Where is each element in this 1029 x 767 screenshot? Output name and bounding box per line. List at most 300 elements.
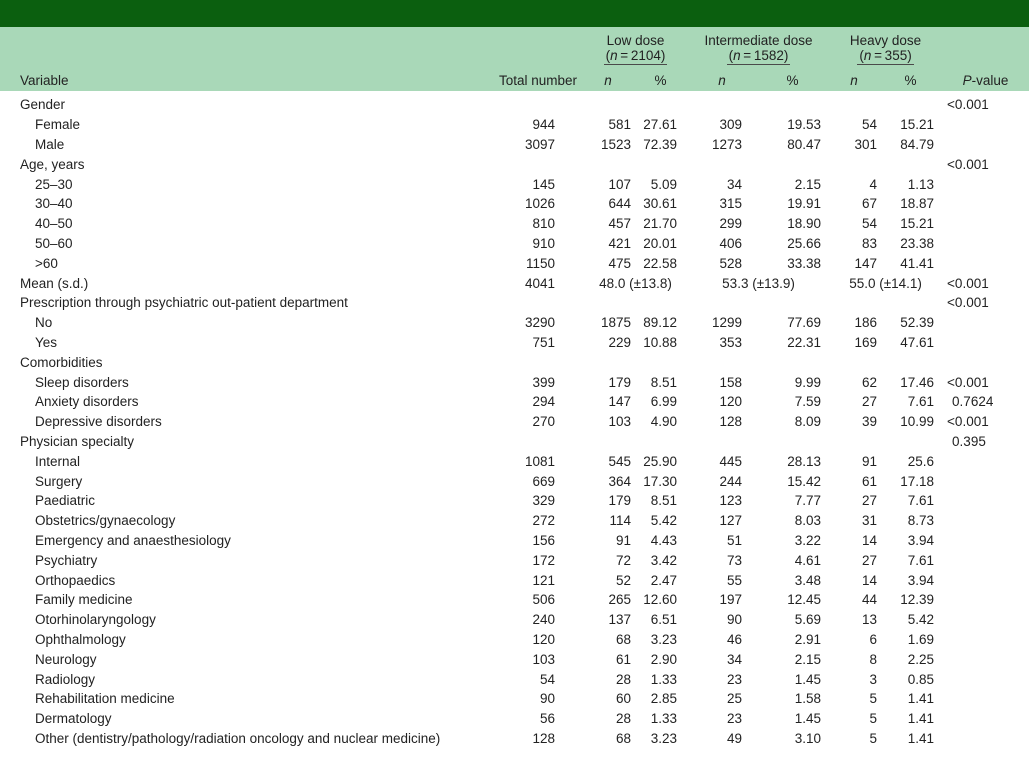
cell-total: 399 [532,374,555,390]
table-row [0,491,1029,511]
cell-intermediate-pct: 19.91 [787,196,822,212]
cell-total: 128 [532,730,555,746]
cell-low-pct [633,432,688,452]
table-row [0,135,1029,155]
table-row [0,352,1029,372]
cell-total [478,352,583,372]
cell-low-n: 475 [608,255,631,271]
cell-low-n: 147 [608,394,631,410]
cell-variable: Paediatric [35,493,96,509]
cell-low-mean: 48.0 (±13.8) [599,275,672,291]
cell-low-pct: 25.90 [643,453,678,469]
cell-heavy-pct: 1.69 [907,631,935,647]
cell-total: 506 [532,592,555,608]
cell-total [478,91,583,115]
cell-p-value [942,689,1029,709]
table-row [0,293,1029,313]
cell-heavy-pct: 3.94 [907,572,935,588]
cell-low-pct: 2.90 [650,651,678,667]
cell-total [478,154,583,174]
cell-variable: Emergency and anaesthesiology [35,532,231,548]
cell-intermediate-pct: 1.58 [794,691,822,707]
cell-variable: No [35,315,53,331]
cell-p-value [942,570,1029,590]
cell-intermediate-pct [756,154,829,174]
cell-low-n [583,91,633,115]
cell-heavy-n: 4 [869,176,878,192]
cell-heavy-pct [879,91,942,115]
cell-total: 270 [532,414,555,430]
cell-total: 156 [532,532,555,548]
cell-variable: Obstetrics/gynaecology [35,513,176,529]
table-row [0,531,1029,551]
cell-total: 294 [532,394,555,410]
cell-heavy-n: 147 [854,255,878,271]
cell-variable: Mean (s.d.) [20,275,89,291]
cell-p-value [942,531,1029,551]
cell-intermediate-n: 528 [719,255,743,271]
cell-p-value [942,313,1029,333]
cell-heavy-n [829,91,879,115]
cell-heavy-n: 61 [862,473,878,489]
cell-total: 145 [532,176,555,192]
cell-intermediate-pct: 15.42 [787,473,822,489]
cell-variable: Otorhinolaryngology [35,612,156,628]
cell-low-pct: 3.42 [650,552,678,568]
cell-intermediate-pct: 28.13 [787,453,822,469]
table-row [0,689,1029,709]
cell-variable: 30–40 [35,196,73,212]
cell-low-n: 229 [608,334,631,350]
cell-intermediate-n: 120 [719,394,743,410]
cell-intermediate-pct: 3.48 [794,572,822,588]
cell-intermediate-n: 197 [719,592,743,608]
cell-low-n: 457 [608,216,631,232]
table-row [0,154,1029,174]
cell-low-pct: 2.85 [650,691,678,707]
cell-total: 103 [532,651,555,667]
cell-total [478,293,583,313]
cell-low-pct: 12.60 [643,592,678,608]
cell-heavy-pct: 2.25 [907,651,935,667]
cell-intermediate-n [688,432,756,452]
cell-low-pct: 20.01 [643,235,678,251]
cell-low-n: 72 [615,552,631,568]
cell-heavy-pct: 12.39 [900,592,935,608]
cell-heavy-n [829,352,879,372]
cell-intermediate-pct [756,352,829,372]
cell-low-pct: 3.23 [650,631,678,647]
table-row [0,174,1029,194]
table-header [0,27,1029,91]
cell-heavy-n: 14 [862,572,878,588]
cell-variable: 40–50 [35,216,73,232]
cell-heavy-n [829,154,879,174]
cell-heavy-pct: 23.38 [900,235,935,251]
cell-p-value [942,709,1029,729]
cell-low-pct: 5.42 [650,513,678,529]
cell-p-value [942,511,1029,531]
cell-low-pct: 72.39 [643,136,678,152]
cell-variable: Internal [35,453,81,469]
cell-intermediate-n: 128 [719,414,743,430]
cell-low-n: 61 [615,651,631,667]
cell-low-n [583,432,633,452]
table-row [0,333,1029,353]
cell-low-pct: 8.51 [650,374,678,390]
cell-intermediate-n: 73 [726,552,743,568]
cell-intermediate-pct: 80.47 [787,136,822,152]
cell-variable: Depressive disorders [35,414,162,430]
cell-variable: Anxiety disorders [35,394,139,410]
cell-low-pct: 2.47 [650,572,678,588]
cell-p-value [942,649,1029,669]
table-row [0,273,1029,293]
cell-heavy-pct: 47.61 [900,334,935,350]
table-row [0,451,1029,471]
cell-heavy-n: 169 [854,334,878,350]
cell-p-value [942,451,1029,471]
cell-heavy-pct: 41.41 [900,255,935,271]
cell-intermediate-pct: 3.10 [794,730,822,746]
cell-total: 4041 [524,275,555,291]
cell-low-pct: 27.61 [643,117,678,133]
cell-total: 54 [539,671,555,687]
cell-p-value [942,471,1029,491]
cell-heavy-pct [879,432,942,452]
table-row [0,471,1029,491]
cell-intermediate-n [688,91,756,115]
cell-heavy-pct [879,154,942,174]
cell-intermediate-pct: 19.53 [787,117,822,133]
cell-low-pct: 10.88 [643,334,678,350]
cell-p-value [942,135,1029,155]
cell-intermediate-pct: 5.69 [794,612,822,628]
cell-total: 3097 [524,136,555,152]
cell-low-n: 364 [608,473,631,489]
table-row [0,570,1029,590]
cell-low-pct: 1.33 [650,671,678,687]
cell-p-value: <0.001 [947,374,989,390]
cell-low-n [583,293,633,313]
cell-low-n: 68 [615,730,631,746]
cell-intermediate-n: 25 [726,691,743,707]
cell-low-n: 265 [608,592,631,608]
cell-p-value [942,550,1029,570]
cell-low-pct: 6.51 [650,612,678,628]
cell-intermediate-pct: 77.69 [787,315,822,331]
cell-heavy-n: 27 [862,552,878,568]
cell-p-value: 0.395 [952,433,986,449]
cell-intermediate-n: 244 [719,473,743,489]
cell-heavy-pct: 8.73 [907,513,935,529]
cell-intermediate-pct: 12.45 [787,592,822,608]
cell-intermediate-pct: 8.03 [794,513,822,529]
cell-intermediate-n: 353 [719,334,743,350]
cell-heavy-n: 14 [862,532,878,548]
cell-low-n: 60 [615,691,631,707]
cell-intermediate-n: 23 [726,671,743,687]
cell-heavy-n: 44 [862,592,878,608]
cell-low-n: 114 [609,513,631,529]
header-intermediate-n: n [718,72,726,88]
cell-heavy-pct: 18.87 [900,196,935,212]
cell-variable: Surgery [35,473,83,489]
header-low-n: n [604,72,612,88]
cell-low-n: 421 [608,235,631,251]
cell-intermediate-n: 315 [719,196,743,212]
cell-intermediate-pct [756,91,829,115]
table-row [0,610,1029,630]
cell-intermediate-n [688,293,756,313]
cell-total: 272 [532,513,555,529]
cell-heavy-pct [879,293,942,313]
cell-p-value [942,729,1029,749]
table-row [0,253,1029,273]
cell-total: 3290 [524,315,555,331]
cell-variable: Family medicine [35,592,133,608]
header-heavy-n: n [850,72,858,88]
cell-low-pct [633,154,688,174]
cell-heavy-pct: 10.99 [900,414,935,430]
cell-heavy-pct: 15.21 [900,117,935,133]
table-row [0,669,1029,689]
cell-intermediate-n [688,154,756,174]
cell-p-value [942,630,1029,650]
cell-low-n: 28 [615,711,631,727]
table-row [0,550,1029,570]
cell-heavy-pct: 52.39 [900,315,935,331]
cell-total: 329 [532,493,555,509]
cell-total: 1081 [524,453,555,469]
table-row [0,709,1029,729]
cell-heavy-n: 186 [854,315,878,331]
group-heavy-dose-n: (n = 355) [859,48,912,63]
cell-intermediate-pct [756,432,829,452]
cell-p-value: <0.001 [947,156,989,172]
cell-total: 56 [539,711,555,727]
group-low-dose: Low dose [606,33,665,48]
cell-heavy-n [829,293,879,313]
group-low-dose-n: (n = 2104) [605,48,666,63]
cell-p-value [942,590,1029,610]
cell-total [478,432,583,452]
cell-p-value [942,491,1029,511]
cell-heavy-pct [879,352,942,372]
cell-variable: Comorbidities [20,354,103,370]
cell-heavy-n: 91 [862,453,878,469]
cell-low-pct: 30.61 [643,196,678,212]
cell-p-value [942,253,1029,273]
cell-heavy-pct: 84.79 [900,136,935,152]
cell-total: 240 [532,612,555,628]
cell-intermediate-n: 34 [726,176,743,192]
cell-p-value [942,214,1029,234]
cell-heavy-n: 54 [862,216,878,232]
cell-variable: Prescription through psychiatric out-patient department [20,295,348,311]
group-intermediate-dose: Intermediate dose [704,33,813,48]
cell-total: 1026 [524,196,555,212]
cell-p-value [942,669,1029,689]
cell-p-value [942,115,1029,135]
cell-intermediate-pct: 2.15 [794,651,822,667]
cell-intermediate-n: 445 [719,453,743,469]
cell-intermediate-n: 1299 [711,315,743,331]
cell-heavy-n: 67 [862,196,878,212]
cell-intermediate-n: 309 [719,117,743,133]
cell-heavy-n: 13 [862,612,878,628]
cell-intermediate-n: 299 [719,216,743,232]
cell-p-value [942,352,1029,372]
cell-intermediate-n: 51 [726,532,743,548]
cell-low-pct: 21.70 [643,216,678,232]
cell-low-n: 91 [615,532,631,548]
cell-low-n: 52 [615,572,631,588]
cell-low-pct: 1.33 [650,711,678,727]
cell-variable: Male [35,136,65,152]
header-variable: Variable [20,72,69,88]
cell-p-value: 0.7624 [952,394,994,410]
cell-intermediate-n [688,352,756,372]
cell-low-pct: 4.90 [650,414,678,430]
cell-variable: Female [35,117,81,133]
cell-low-n: 107 [608,176,631,192]
cell-p-value: <0.001 [947,295,989,311]
cell-heavy-pct: 1.41 [907,711,935,727]
cell-intermediate-pct: 2.91 [794,631,822,647]
cell-low-n: 1523 [600,136,631,152]
cell-intermediate-pct: 1.45 [794,711,822,727]
cell-variable: Neurology [35,651,97,667]
cell-total: 172 [532,552,555,568]
cell-intermediate-pct: 9.99 [794,374,822,390]
cell-heavy-n: 39 [862,414,878,430]
cell-p-value [942,333,1029,353]
cell-heavy-pct: 15.21 [900,216,935,232]
cell-heavy-n: 27 [862,493,878,509]
cell-low-pct: 89.12 [643,315,678,331]
cell-variable: 50–60 [35,235,73,251]
cell-total: 751 [532,334,555,350]
cell-intermediate-n: 1273 [711,136,743,152]
cell-heavy-mean: 55.0 (±14.1) [849,275,922,291]
table-row [0,115,1029,135]
cell-heavy-pct: 7.61 [907,552,935,568]
cell-variable: Rehabilitation medicine [35,691,175,707]
cell-heavy-n: 5 [869,691,878,707]
cell-low-pct: 5.09 [650,176,678,192]
cell-variable: Psychiatry [35,552,98,568]
cell-variable: Age, years [20,156,85,172]
cell-low-n: 103 [608,414,631,430]
cell-total: 121 [532,572,555,588]
cell-low-n: 644 [608,196,631,212]
cell-variable: Yes [35,334,58,350]
cell-low-n: 137 [608,612,631,628]
cell-variable: Ophthalmology [35,631,126,647]
cell-p-value: <0.001 [947,414,989,430]
cell-heavy-pct: 7.61 [907,394,935,410]
cell-intermediate-pct: 22.31 [787,334,822,350]
table-title-bar [0,0,1029,27]
cell-low-n: 1875 [600,315,631,331]
cell-low-n: 581 [608,117,631,133]
header-p-value: P-value [962,72,1009,88]
cell-heavy-n: 54 [862,117,878,133]
cell-low-pct: 6.99 [650,394,678,410]
cell-heavy-n [829,432,879,452]
cell-intermediate-n: 406 [719,235,743,251]
cell-low-n: 68 [615,631,631,647]
cell-p-value [942,174,1029,194]
table-row [0,91,1029,115]
cell-low-pct [633,293,688,313]
table-row [0,214,1029,234]
cell-intermediate-pct: 18.90 [787,216,822,232]
cell-p-value [942,234,1029,254]
header-heavy-pct: % [904,72,917,88]
cell-intermediate-n: 90 [726,612,743,628]
cell-intermediate-n: 123 [719,493,743,509]
cell-low-pct: 17.30 [643,473,678,489]
cell-intermediate-pct [756,293,829,313]
cell-heavy-pct: 17.46 [900,374,935,390]
cell-heavy-n: 62 [862,374,878,390]
cell-intermediate-pct: 7.77 [794,493,822,509]
cell-intermediate-n: 34 [726,651,743,667]
cell-intermediate-pct: 33.38 [787,255,822,271]
table-body [0,91,1029,748]
table-row [0,511,1029,531]
table-row [0,630,1029,650]
cell-total: 90 [539,691,555,707]
cell-intermediate-mean: 53.3 (±13.9) [722,275,795,291]
cell-p-value [942,610,1029,630]
table-row [0,234,1029,254]
cell-heavy-pct: 1.41 [907,691,935,707]
cell-variable: Dermatology [35,711,112,727]
cell-intermediate-pct: 25.66 [787,235,822,251]
cell-heavy-pct: 0.85 [907,671,935,687]
cell-heavy-n: 5 [869,711,878,727]
cell-total: 120 [532,631,555,647]
cell-variable: 25–30 [35,176,73,192]
cell-intermediate-n: 55 [726,572,743,588]
cell-p-value: <0.001 [947,275,989,291]
cell-intermediate-n: 23 [726,711,743,727]
table-row [0,392,1029,412]
cell-heavy-n: 5 [869,730,878,746]
table-row [0,590,1029,610]
cell-variable: Gender [20,97,66,113]
cell-heavy-pct: 25.6 [907,453,935,469]
cell-heavy-pct: 1.41 [907,730,935,746]
cell-variable: Sleep disorders [35,374,129,390]
table-row [0,412,1029,432]
cell-variable: Physician specialty [20,433,135,449]
cell-low-pct [633,91,688,115]
cell-heavy-pct: 17.18 [900,473,935,489]
cell-intermediate-pct: 8.09 [794,414,822,430]
cell-low-n: 545 [608,453,631,469]
cell-low-n: 179 [608,374,631,390]
data-table [0,27,1029,748]
cell-total: 910 [532,235,555,251]
cell-variable: Radiology [35,671,96,687]
cell-heavy-pct: 5.42 [907,612,935,628]
cell-low-n: 179 [608,493,631,509]
cell-low-pct: 22.58 [643,255,678,271]
